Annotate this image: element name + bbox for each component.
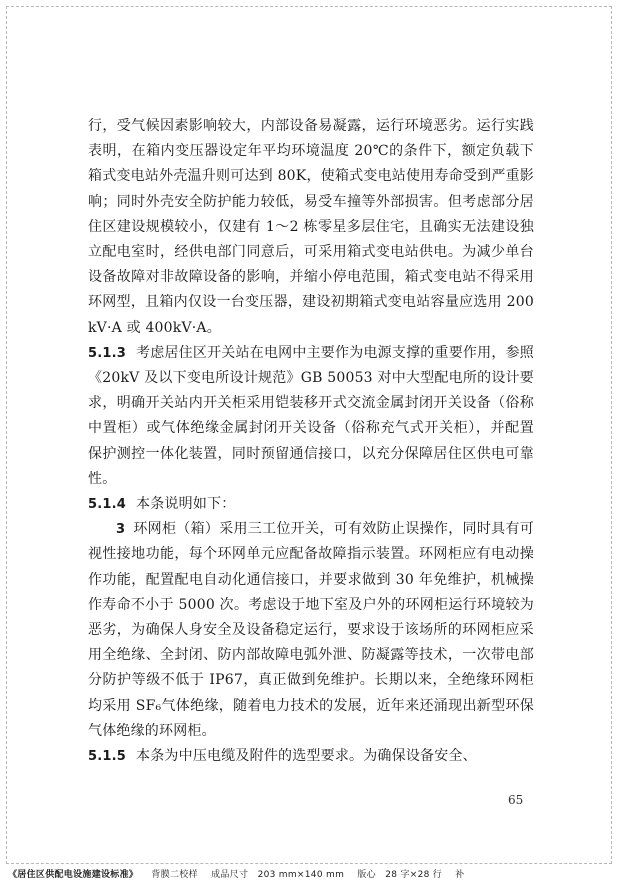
- page-number: 65: [508, 793, 524, 807]
- clause-text: 考虑居住区开关站在电网中主要作为电源支撑的重要作用，参照《20kV 及以下变电所设计规范》GB 50053 对中大型配电所的设计要求，明确开关站内开关柜采用铠装移开式交流金属封闭开关设备（俗称中置柜）或气体绝缘金属封闭开关设备（俗称充气式开关柜），并配置保护测控一体化装置，同时预留通信接口，以充分保障居住区供电可靠性。: [88, 344, 534, 487]
- item-number: 3: [116, 522, 126, 538]
- clause-item-3: [88, 517, 534, 744]
- clause-text: 本条为中压电缆及附件的选型要求。为确保设备安全、: [136, 748, 477, 765]
- clause-5-1-5: [88, 744, 534, 769]
- footer-size: 成品尺寸 203 mm×140 mm: [211, 870, 345, 880]
- clause-number: 5.1.3: [88, 345, 127, 361]
- clause-5-1-3: [88, 341, 534, 492]
- footer-core: 版心 28 字×28 行: [357, 870, 443, 880]
- clause-5-1-4: [88, 492, 534, 517]
- body-text: [88, 114, 534, 769]
- item-text: 环网柜（箱）采用三工位开关，可有效防止误操作，同时具有可视性接地功能，每个环网单元应配备故障指示装置。环网柜应有电动操作功能，配置配电自动化通信接口，并要求做到 30 年免维护，机械操作寿命不小于 5000 次。考虑设于地下室及户外的环网柜运行环境较为恶劣，为确保人身安全及设备稳定运行，要求设于该场所的环网柜应采用全绝缘、全封闭、防内部故障电弧外泄、防凝露等技术，一次带电部分防护等级不低于 IP67，真正做到免维护。长期以来，全绝缘环网柜均采用 SF₆气体绝缘，随着电力技术的发展，近年来还涌现出新型环保气体绝缘的环网柜。: [88, 521, 534, 739]
- clause-number: 5.1.4: [88, 497, 127, 513]
- paragraph-continuation: [88, 114, 534, 341]
- footer-proof: 背膜二校样: [151, 870, 198, 880]
- footer-book-title: 《居住区供配电设施建设标准》: [8, 870, 139, 880]
- clause-number: 5.1.5: [88, 749, 127, 765]
- clause-text: 本条说明如下：: [136, 496, 236, 513]
- footer-extra: 补: [455, 870, 465, 880]
- paragraph-text: 行，受气候因素影响较大，内部设备易凝露，运行环境恶劣。运行实践表明，在箱内变压器设定年平均环境温度 20℃的条件下，额定负载下箱式变电站外壳温升则可达到 80K，使箱式变电站使用寿命受到严重影响；同时外壳安全防护能力较低，易受车撞等外部损害。但考虑部分居住区建设规模较小，仅建有 1～2 栋零星多层住宅，且确实无法建设独立配电室时，经供电部门同意后，可采用箱式变电站供电。为减少单台设备故障对非故障设备的影响，并缩小停电范围，箱式变电站不得采用环网型，且箱内仅设一台变压器，建设初期箱式变电站容量应选用 200kV·A 或 400kV·A。: [88, 118, 534, 336]
- print-footer: [8, 867, 475, 880]
